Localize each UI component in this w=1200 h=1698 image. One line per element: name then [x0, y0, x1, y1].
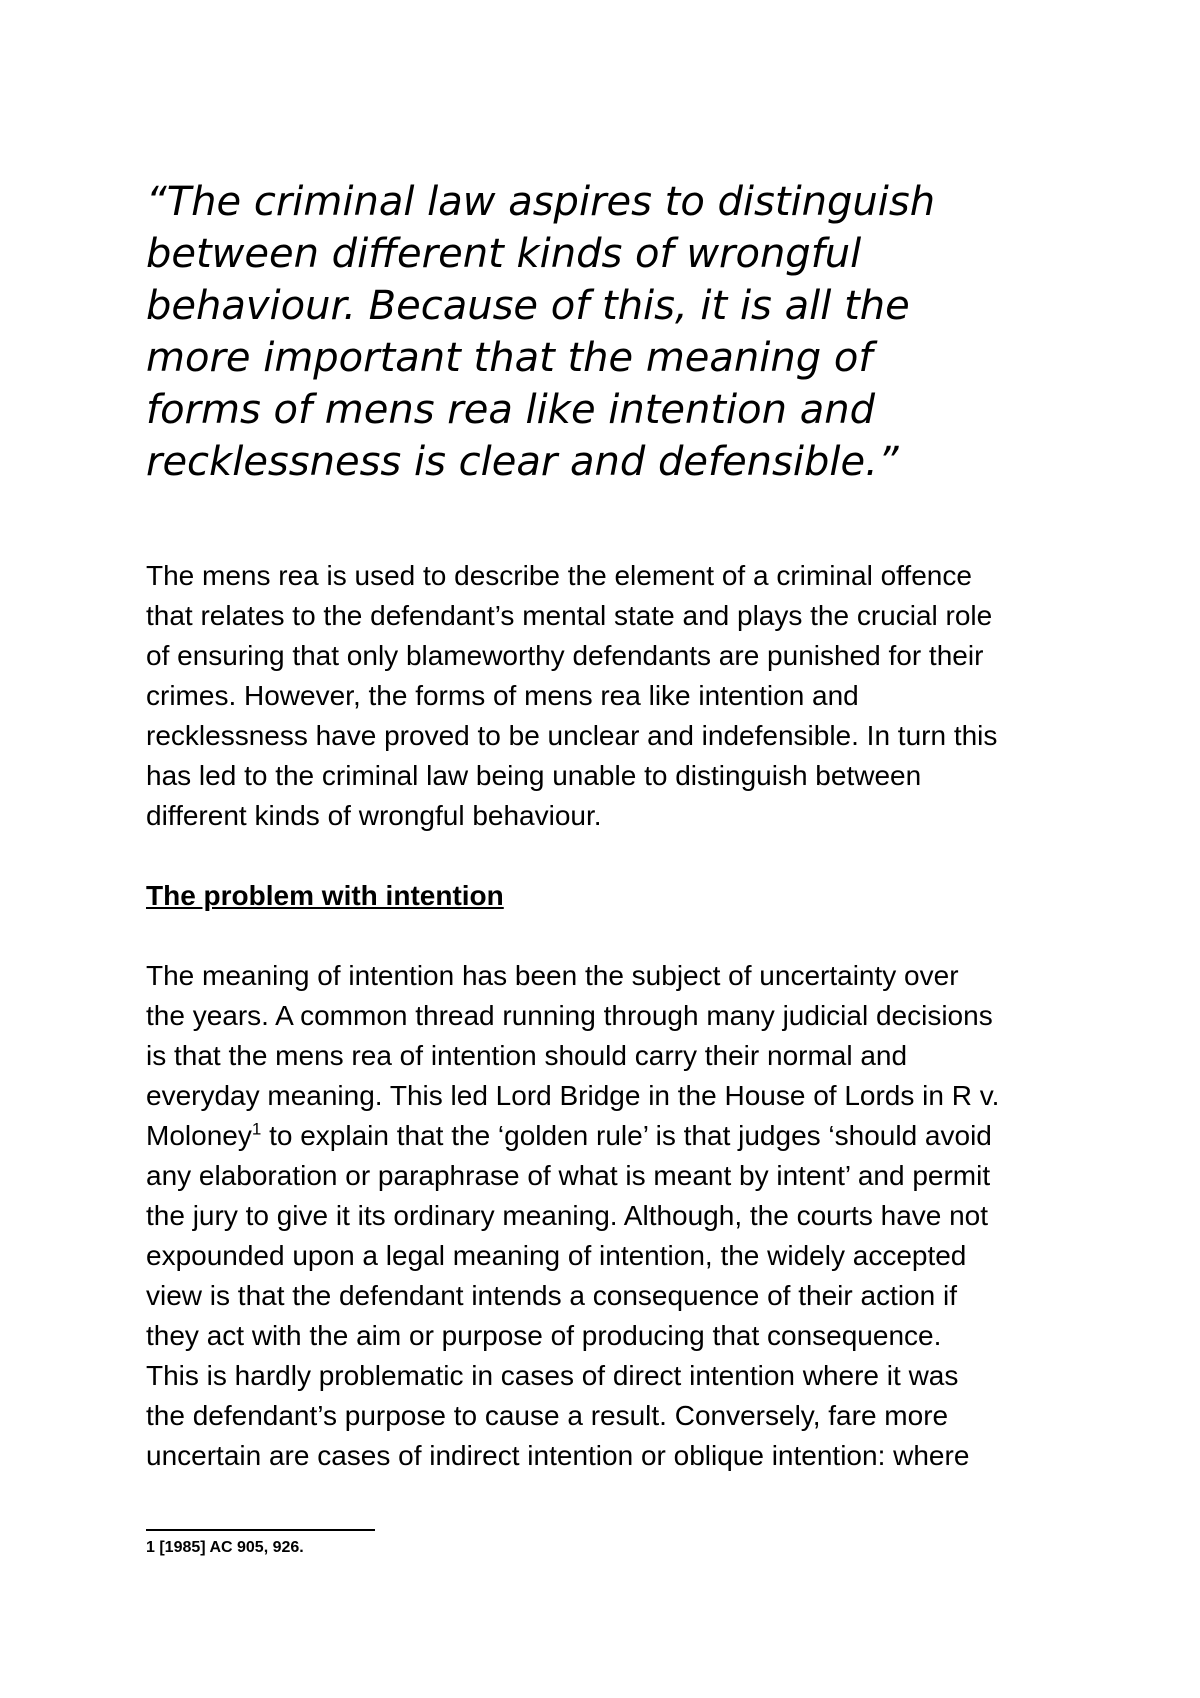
quote-line: recklessness is clear and defensible.” — [146, 439, 899, 485]
paragraph-line: view is that the defendant intends a consequence of their action if — [146, 1280, 957, 1311]
paragraph-line: the defendant’s purpose to cause a result. Conversely, fare more — [146, 1400, 949, 1431]
paragraph-line: has led to the criminal law being unable to distinguish between — [146, 760, 922, 791]
paragraph-line — [146, 1116, 1066, 1156]
paragraph-line: the years. A common thread running through many judicial decisions — [146, 1000, 993, 1031]
paragraph-line: of ensuring that only blameworthy defendants are punished for their — [146, 640, 984, 671]
section-heading: The problem with intention — [146, 880, 504, 911]
quote-line: behaviour. Because of this, it is all the — [146, 283, 910, 329]
quote-line: “The criminal law aspires to distinguish — [146, 179, 936, 225]
paragraph-line: crimes. However, the forms of mens rea like intention and — [146, 680, 859, 711]
paragraph-line: uncertain are cases of indirect intention or oblique intention: where — [146, 1440, 970, 1471]
paragraph-line: This is hardly problematic in cases of direct intention where it was — [146, 1360, 959, 1391]
epigraph-quote — [146, 176, 1066, 488]
case-name: Moloney — [146, 1120, 252, 1151]
paragraph-line: everyday meaning. This led Lord Bridge in the House of Lords in R v. — [146, 1080, 1000, 1111]
intro-paragraph — [146, 556, 1066, 836]
paragraph-line: The mens rea is used to describe the element of a criminal offence — [146, 560, 972, 591]
paragraph-line: expounded upon a legal meaning of intention, the widely accepted — [146, 1240, 967, 1271]
paragraph-line: different kinds of wrongful behaviour. — [146, 800, 602, 831]
paragraph-line: The meaning of intention has been the subject of uncertainty over — [146, 960, 959, 991]
paragraph-line: the jury to give it its ordinary meaning. Although, the courts have not — [146, 1200, 989, 1231]
paragraph-line: any elaboration or paraphrase of what is meant by intent’ and permit — [146, 1160, 991, 1191]
footnote-divider — [146, 1529, 375, 1531]
paragraph-line: recklessness have proved to be unclear and indefensible. In turn this — [146, 720, 998, 751]
paragraph-line: is that the mens rea of intention should carry their normal and — [146, 1040, 908, 1071]
paragraph-line: they act with the aim or purpose of producing that consequence. — [146, 1320, 942, 1351]
footnote-reference[interactable]: 1 — [251, 1119, 262, 1139]
footnote-text: 1 [1985] AC 905, 926. — [146, 1539, 304, 1556]
quote-line: more important that the meaning of — [146, 335, 873, 381]
quote-line: forms of mens rea like intention and — [146, 387, 875, 433]
quote-line: between different kinds of wrongful — [146, 231, 862, 277]
paragraph-line-rest: to explain that the ‘golden rule’ is that judges ‘should avoid — [261, 1120, 992, 1151]
paragraph-line: that relates to the defendant’s mental state and plays the crucial role — [146, 600, 993, 631]
intention-paragraph — [146, 956, 1066, 1476]
